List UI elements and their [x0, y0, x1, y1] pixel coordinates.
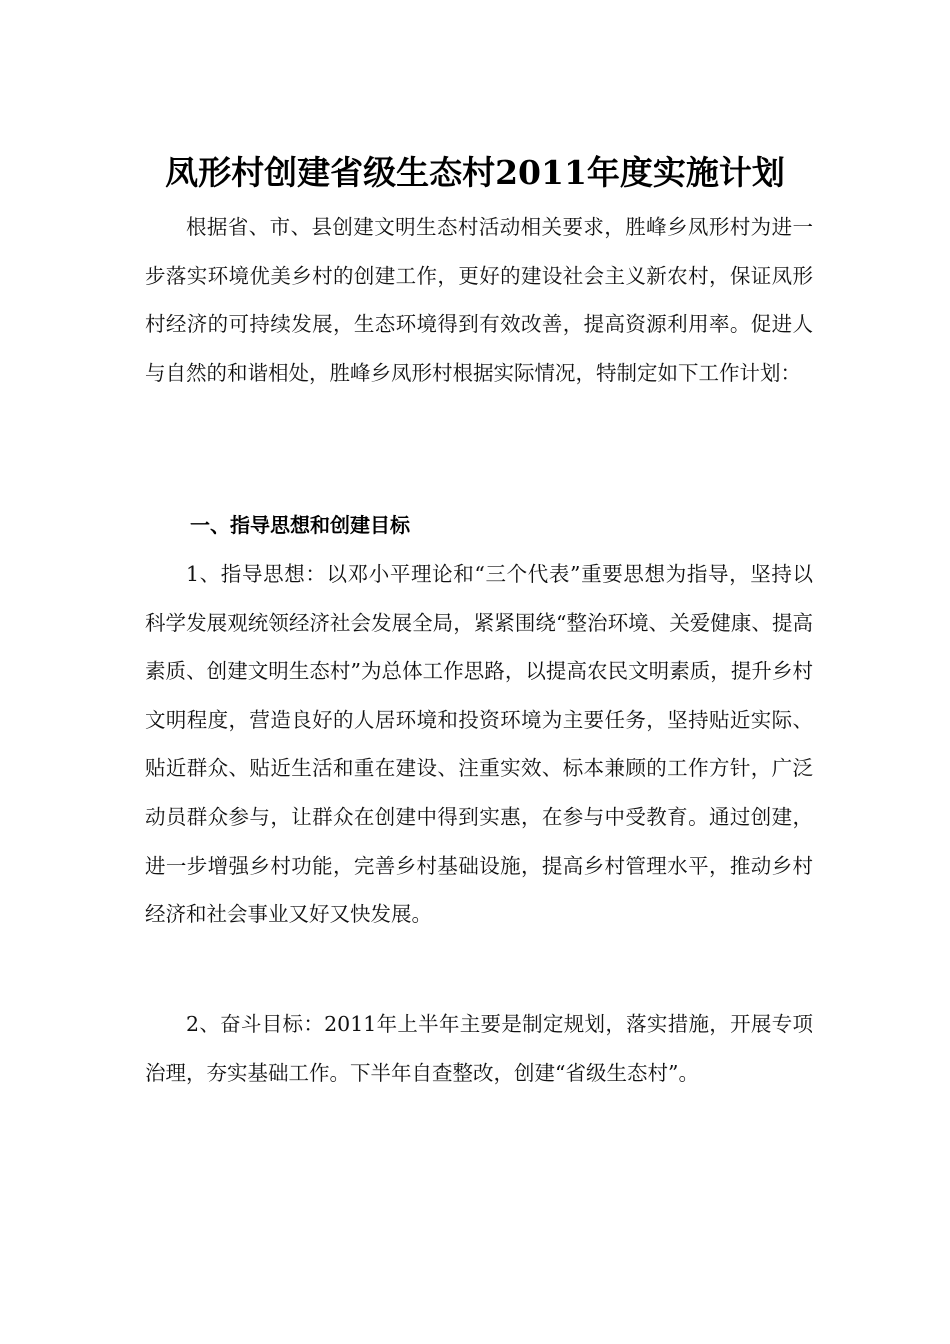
section-heading: 一、指导思想和创建目标	[190, 513, 410, 537]
goal-paragraph: 2、奋斗目标：2011年上半年主要是制定规划，落实措施，开展专项治理，夯实基础工作。下半年自查整改，创建“省级生态村”。	[145, 1012, 813, 1085]
guiding-ideology-paragraph: 1、指导思想：以邓小平理论和“三个代表”重要思想为指导，坚持以科学发展观统领经济社会发展全局，紧紧围绕“整治环境、关爱健康、提高素质、创建文明生态村”为总体工作思路，以提高农民文明素质，提升乡村文明程度，营造良好的人居环境和投资环境为主要任务，坚持贴近实际、贴近群众、贴近生活和重在建设、注重实效、标本兼顾的工作方针，广泛动员群众参与，让群众在创建中得到实惠，在参与中受教育。通过创建，进一步增强乡村功能，完善乡村基础设施，提高乡村管理水平，推动乡村经济和社会事业又好又快发展。	[145, 562, 813, 927]
intro-paragraph: 根据省、市、县创建文明生态村活动相关要求，胜峰乡凤形村为进一步落实环境优美乡村的创建工作，更好的建设社会主义新农村，保证凤形村经济的可持续发展，生态环境得到有效改善，提高资源利用率。促进人与自然的和谐相处，胜峰乡凤形村根据实际情况，特制定如下工作计划：	[145, 215, 813, 385]
document-title: 凤形村创建省级生态村2011年度实施计划	[165, 153, 785, 193]
